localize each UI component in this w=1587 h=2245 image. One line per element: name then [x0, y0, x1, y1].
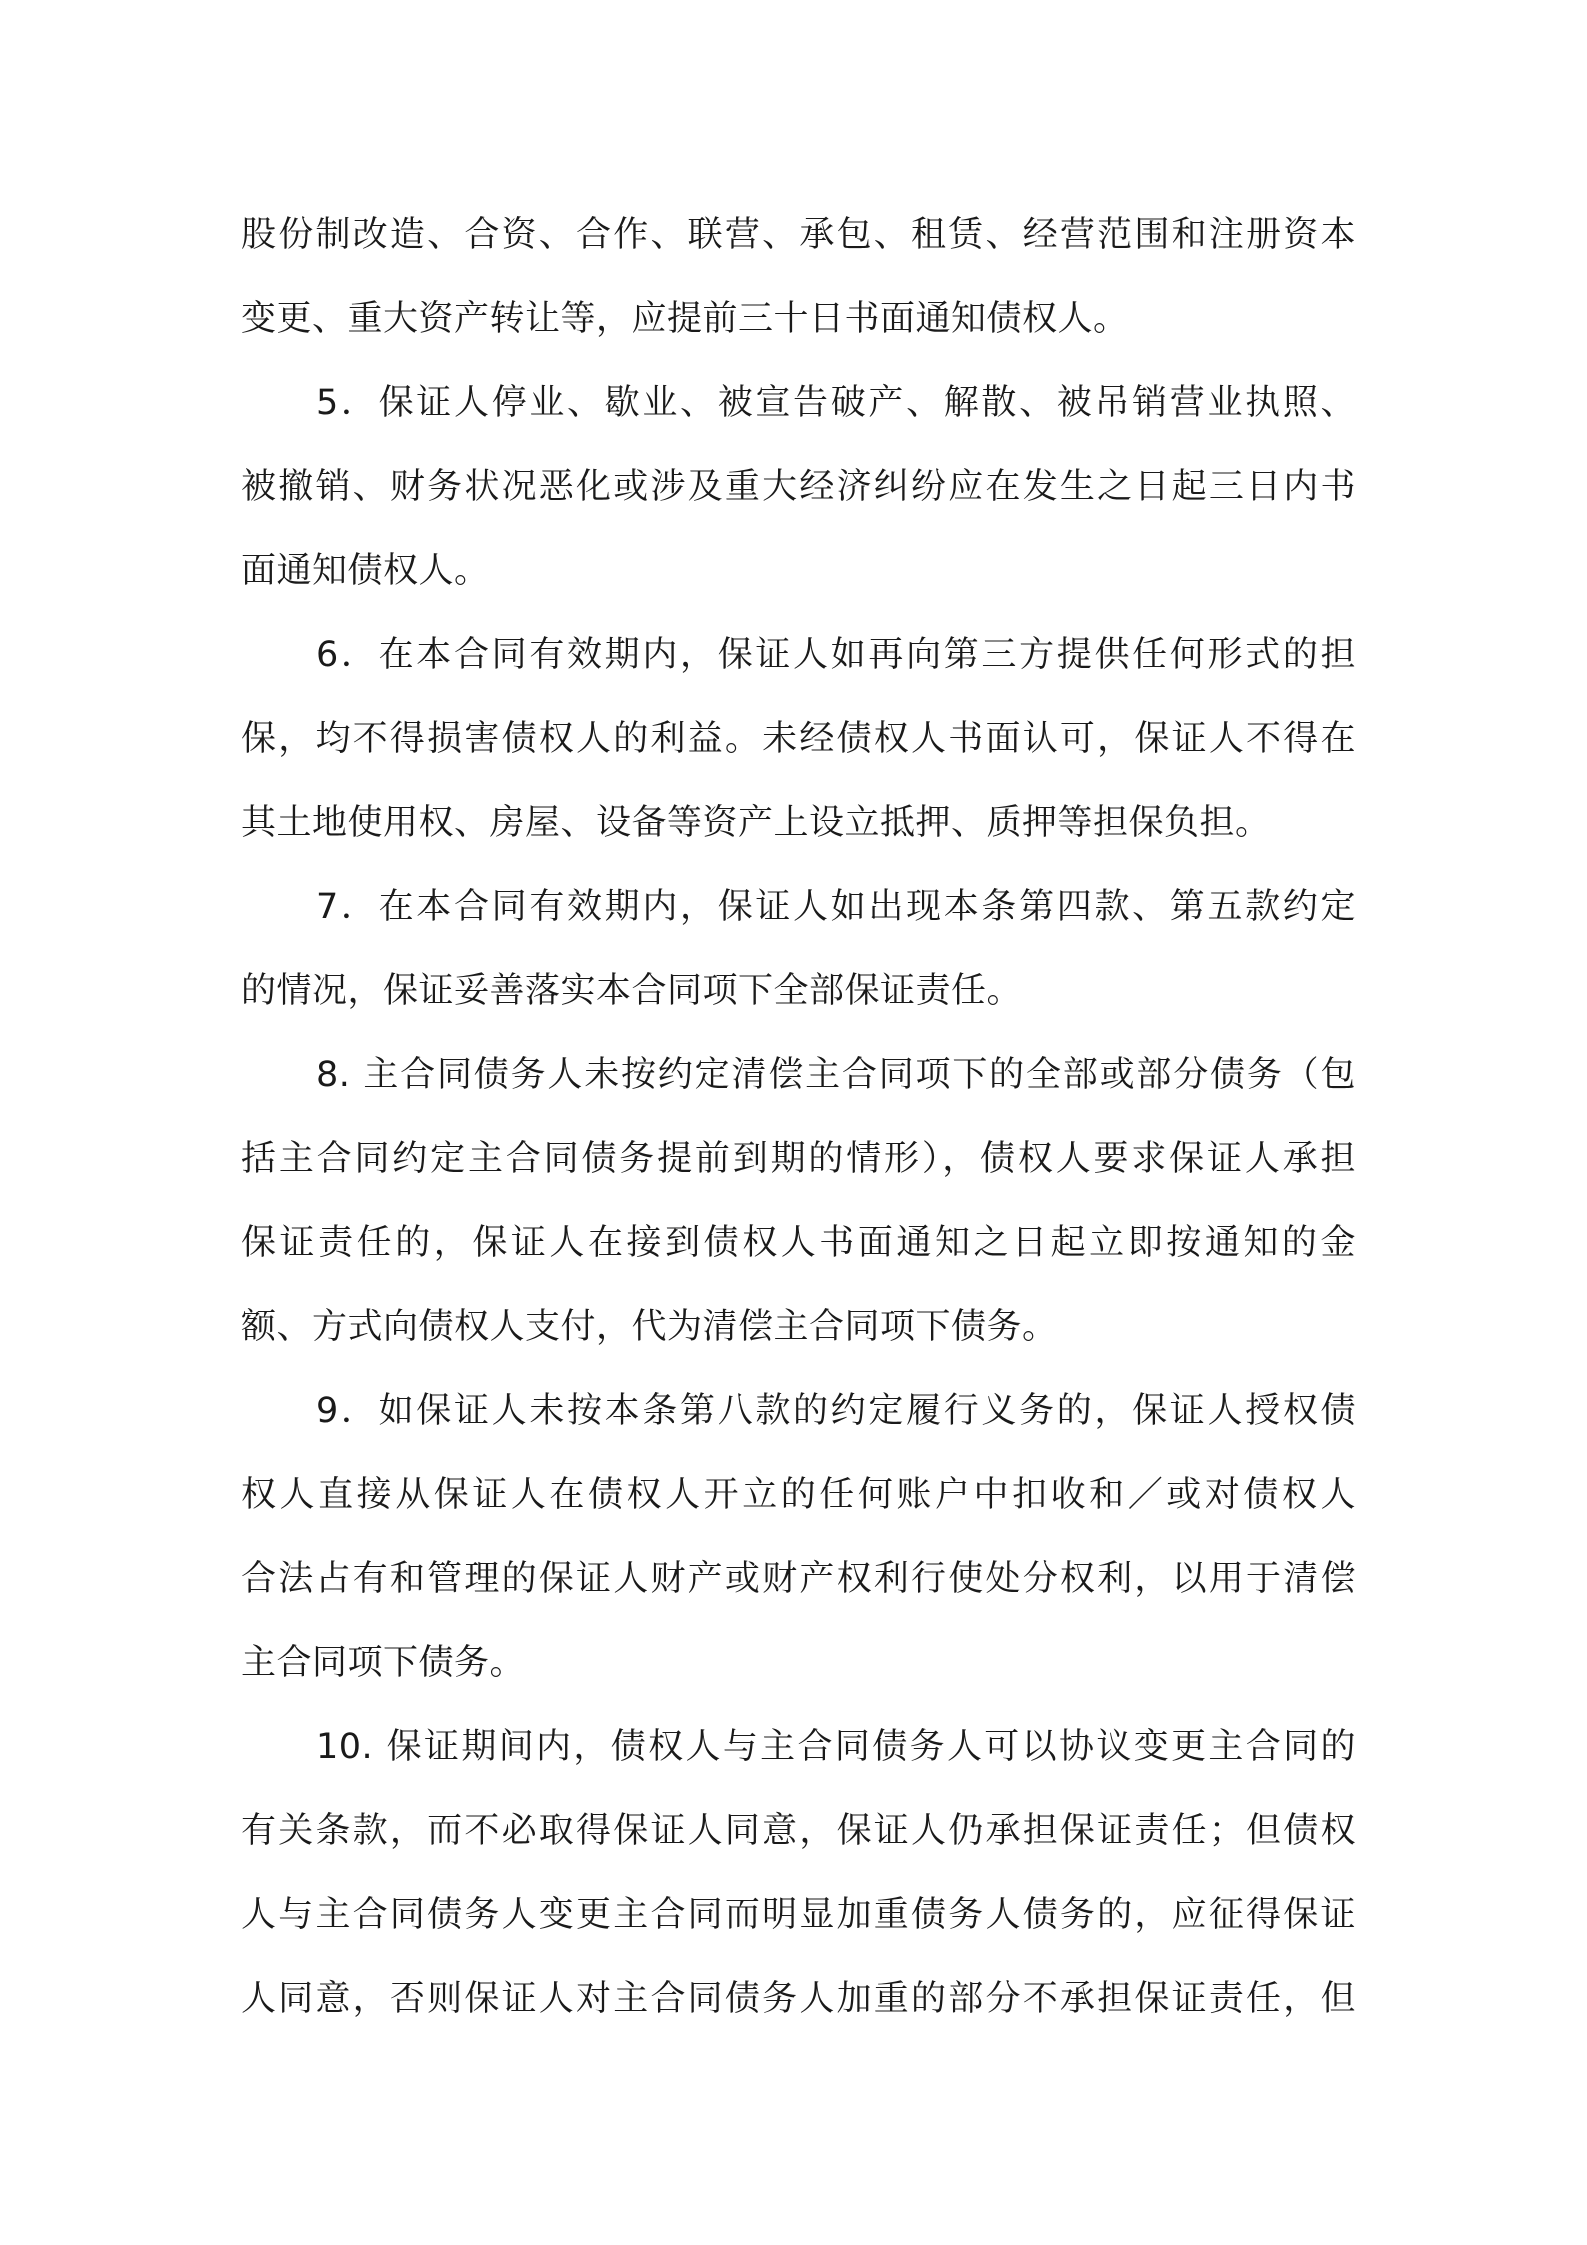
text-line: 合法占有和管理的保证人财产或财产权利行使处分权利，以用于清偿: [241, 1559, 1356, 1599]
text-line: 额、方式向债权人支付，代为清偿主合同项下债务。: [241, 1307, 1058, 1347]
text-line: 权人直接从保证人在债权人开立的任何账户中扣收和／或对债权人: [241, 1475, 1356, 1515]
paragraph-first-line: 6．在本合同有效期内，保证人如再向第三方提供任何形式的担: [316, 635, 1356, 675]
text-line: 保证责任的，保证人在接到债权人书面通知之日起立即按通知的金: [241, 1223, 1356, 1263]
text-line: 有关条款，而不必取得保证人同意，保证人仍承担保证责任；但债权: [241, 1811, 1356, 1851]
text-line: 面通知债权人。: [241, 551, 490, 591]
text-line: 股份制改造、合资、合作、联营、承包、租赁、经营范围和注册资本: [241, 215, 1356, 255]
text-line: 变更、重大资产转让等，应提前三十日书面通知债权人。: [241, 299, 1129, 339]
text-line: 人同意，否则保证人对主合同债务人加重的部分不承担保证责任，但: [241, 1979, 1356, 2019]
paragraph-first-line: 5．保证人停业、歇业、被宣告破产、解散、被吊销营业执照、: [316, 383, 1356, 423]
text-line: 被撤销、财务状况恶化或涉及重大经济纠纷应在发生之日起三日内书: [241, 467, 1356, 507]
paragraph-first-line: 9．如保证人未按本条第八款的约定履行义务的，保证人授权债: [316, 1391, 1356, 1431]
text-line: 人与主合同债务人变更主合同而明显加重债务人债务的，应征得保证: [241, 1895, 1356, 1935]
text-line: 其土地使用权、房屋、设备等资产上设立抵押、质押等担保负担。: [241, 803, 1271, 843]
text-line: 主合同项下债务。: [241, 1643, 526, 1683]
paragraph-first-line: 7．在本合同有效期内，保证人如出现本条第四款、第五款约定: [316, 887, 1356, 927]
text-line: 括主合同约定主合同债务提前到期的情形），债权人要求保证人承担: [241, 1139, 1356, 1179]
text-line: 保，均不得损害债权人的利益。未经债权人书面认可，保证人不得在: [241, 719, 1356, 759]
paragraph-first-line: 10. 保证期间内，债权人与主合同债务人可以协议变更主合同的: [316, 1727, 1356, 1767]
paragraph-first-line: 8. 主合同债务人未按约定清偿主合同项下的全部或部分债务（包: [316, 1055, 1356, 1095]
text-line: 的情况，保证妥善落实本合同项下全部保证责任。: [241, 971, 1023, 1011]
